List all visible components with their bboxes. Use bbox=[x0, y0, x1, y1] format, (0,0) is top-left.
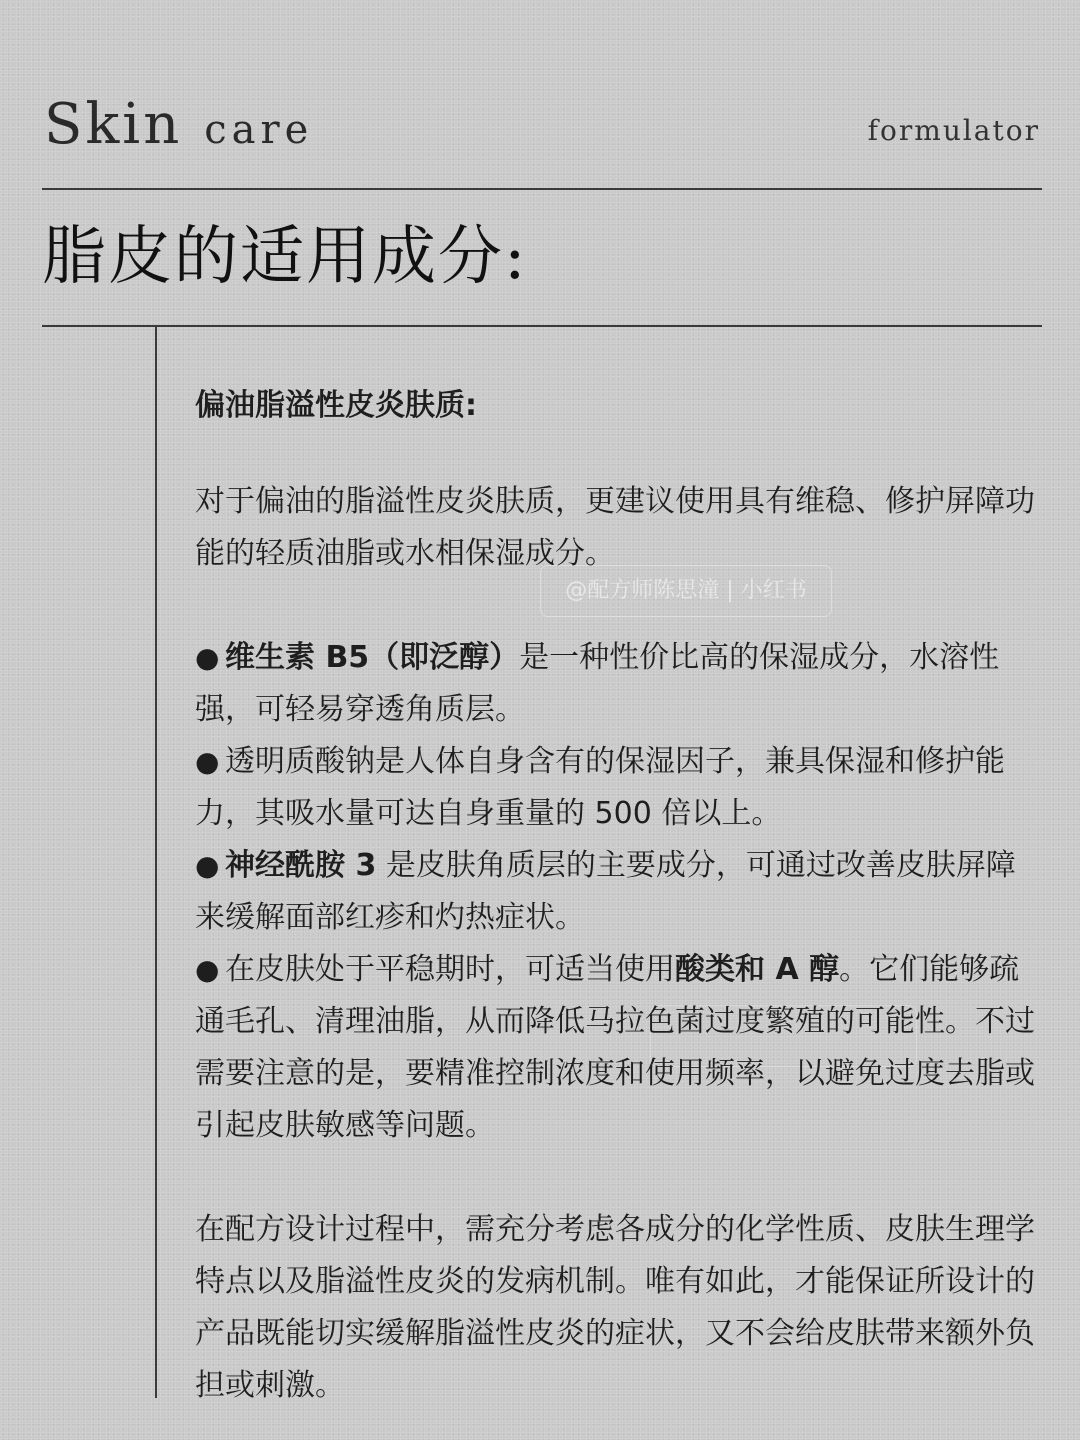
bullet-dot-icon: ● bbox=[195, 641, 220, 674]
bullet-dot-icon: ● bbox=[195, 953, 220, 986]
content-body bbox=[195, 380, 1043, 1412]
bullet-item bbox=[195, 632, 1043, 736]
bullet-keyword: 维生素 B5（即泛醇） bbox=[225, 640, 520, 675]
bullet-item bbox=[195, 736, 1043, 840]
bullet-text: 是皮肤角质层的主要成分，可通过改善皮肤屏障来缓解面部红疹和灼热症状。 bbox=[195, 848, 1016, 935]
bullet-keyword: 酸类和 A 醇 bbox=[675, 952, 840, 987]
bullet-text: 。它们能够疏通毛孔、清理油脂，从而降低马拉色菌过度繁殖的可能性。不过需要注意的是，要精准控制浓度和使用频率，以避免过度去脂或引起皮肤敏感等问题。 bbox=[195, 952, 1035, 1143]
brand-logo bbox=[44, 92, 313, 157]
bullet-item bbox=[195, 840, 1043, 944]
bullet-dot-icon: ● bbox=[195, 745, 220, 778]
conclusion-paragraph: 在配方设计过程中，需充分考虑各成分的化学性质、皮肤生理学特点以及脂溢性皮炎的发病机制。唯有如此，才能保证所设计的产品既能切实缓解脂溢性皮炎的症状，又不会给皮肤带来额外负担或刺激。 bbox=[195, 1212, 1035, 1403]
intro-paragraph: 对于偏油的脂溢性皮炎肤质，更建议使用具有维稳、修护屏障功能的轻质油脂或水相保湿成分。 bbox=[195, 484, 1035, 571]
formulator-label: formulator bbox=[867, 114, 1040, 147]
page-title: 脂皮的适用成分: bbox=[42, 220, 528, 294]
top-divider bbox=[42, 188, 1042, 190]
watermark: @配方师陈思潼 | 小红书 bbox=[540, 565, 832, 617]
title-divider bbox=[42, 325, 1042, 327]
bullet-item bbox=[195, 944, 1043, 1152]
brand-word-care: care bbox=[204, 107, 314, 153]
bullet-text: 在皮肤处于平稳期时，可适当使用 bbox=[225, 952, 675, 987]
brand-word-skin: Skin bbox=[44, 92, 183, 157]
bullet-keyword: 神经酰胺 3 bbox=[225, 848, 377, 883]
vertical-rule bbox=[155, 326, 157, 1398]
bullet-text: 是一种性价比高的保湿成分，水溶性强，可轻易穿透角质层。 bbox=[195, 640, 1000, 727]
section-heading: 偏油脂溢性皮炎肤质: bbox=[195, 388, 477, 423]
bullet-dot-icon: ● bbox=[195, 849, 220, 882]
bullet-text: 透明质酸钠是人体自身含有的保湿因子，兼具保湿和修护能力，其吸水量可达自身重量的 500 倍以上。 bbox=[195, 744, 1005, 831]
